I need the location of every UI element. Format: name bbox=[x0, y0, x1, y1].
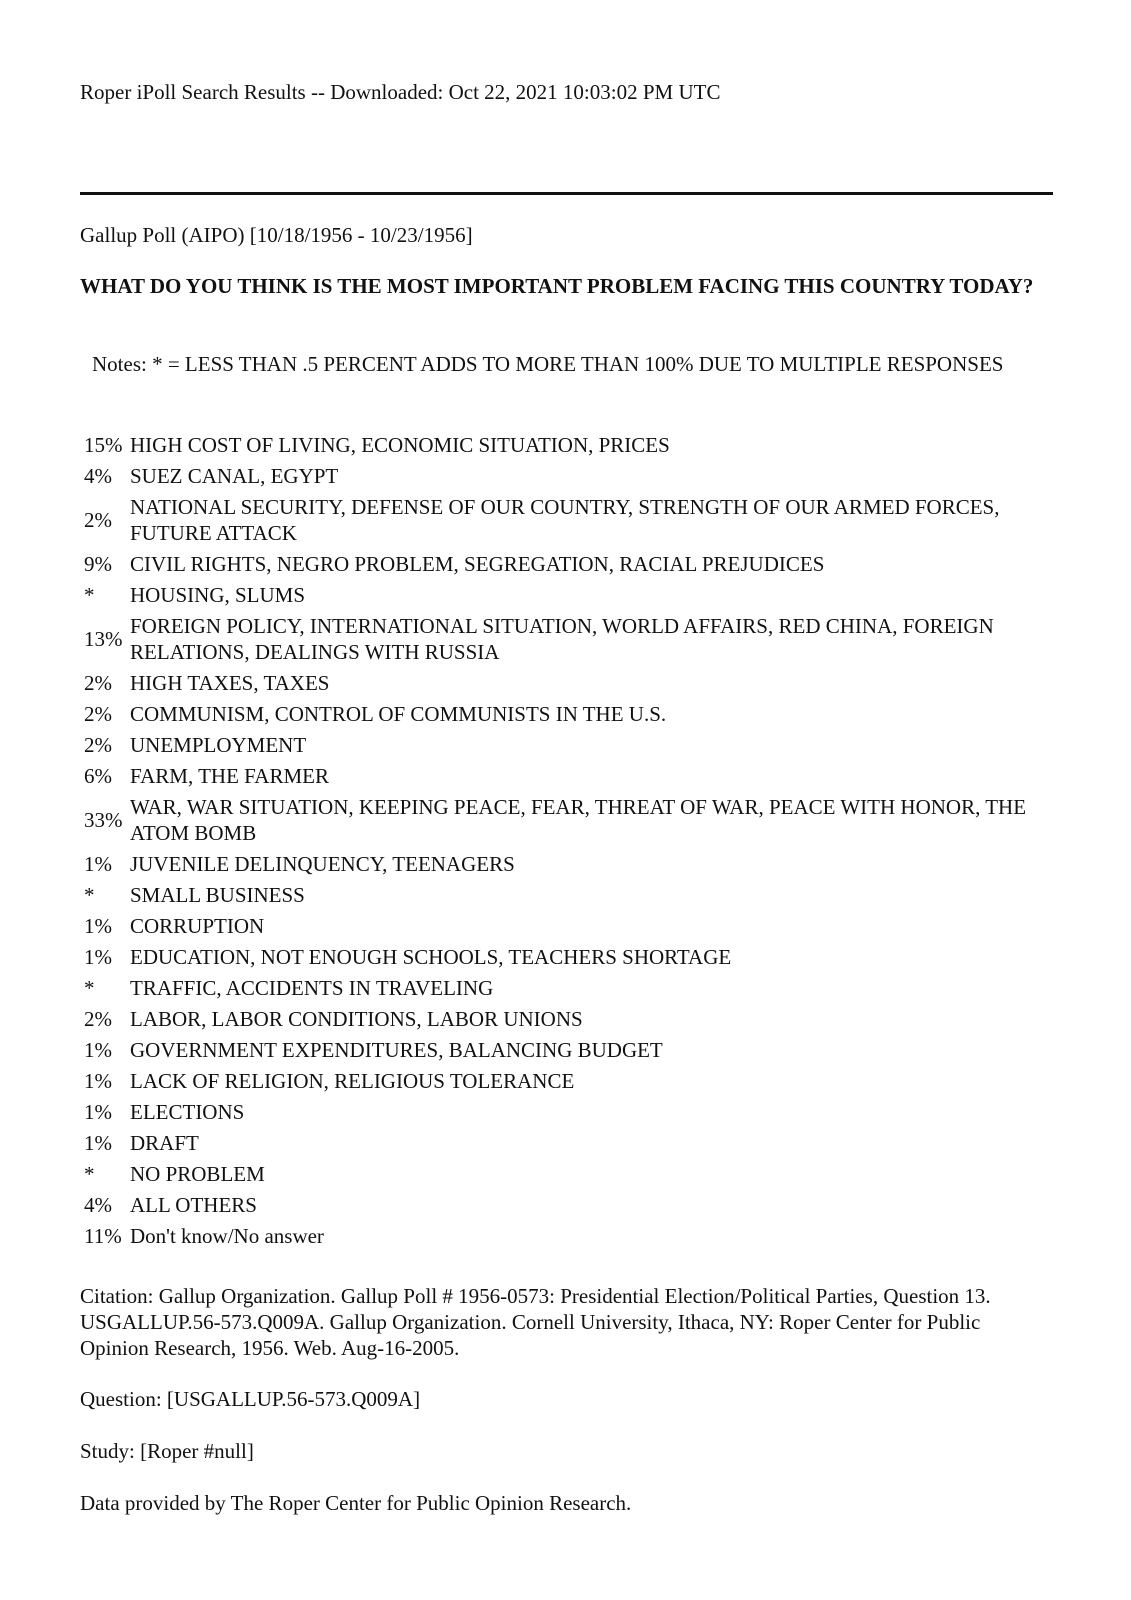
response-row bbox=[80, 879, 1060, 910]
response-label: LACK OF RELIGION, RELIGIOUS TOLERANCE bbox=[130, 1068, 575, 1093]
response-label: CIVIL RIGHTS, NEGRO PROBLEM, SEGREGATION, RACIAL PREJUDICES bbox=[130, 551, 825, 576]
response-percent: 1% bbox=[84, 1068, 112, 1093]
response-percent: * bbox=[84, 582, 95, 607]
response-row bbox=[80, 429, 1060, 460]
provided-by: Data provided by The Roper Center for Public Opinion Research. bbox=[80, 1491, 632, 1515]
response-row bbox=[80, 760, 1060, 791]
response-label: WAR, WAR SITUATION, KEEPING PEACE, FEAR, THREAT OF WAR, PEACE WITH HONOR, THE ATOM BOMB bbox=[130, 794, 1027, 845]
response-percent: 9% bbox=[84, 551, 112, 576]
response-percent: 4% bbox=[84, 463, 112, 488]
response-percent: 15% bbox=[84, 432, 123, 457]
response-label: FARM, THE FARMER bbox=[130, 763, 329, 788]
response-row bbox=[80, 1189, 1060, 1220]
response-percent: 1% bbox=[84, 944, 112, 969]
response-label: LABOR, LABOR CONDITIONS, LABOR UNIONS bbox=[130, 1006, 583, 1031]
response-label: NO PROBLEM bbox=[130, 1161, 265, 1186]
response-label: SUEZ CANAL, EGYPT bbox=[130, 463, 339, 488]
response-label: HIGH TAXES, TAXES bbox=[130, 670, 330, 695]
response-label: UNEMPLOYMENT bbox=[130, 732, 307, 757]
response-label: COMMUNISM, CONTROL OF COMMUNISTS IN THE U.S. bbox=[130, 701, 667, 726]
question-text: WHAT DO YOU THINK IS THE MOST IMPORTANT PROBLEM FACING THIS COUNTRY TODAY? bbox=[80, 274, 1034, 298]
response-percent: 2% bbox=[84, 670, 112, 695]
response-label: HOUSING, SLUMS bbox=[130, 582, 306, 607]
response-label: GOVERNMENT EXPENDITURES, BALANCING BUDGET bbox=[130, 1037, 663, 1062]
response-label: CORRUPTION bbox=[130, 913, 265, 938]
response-label: NATIONAL SECURITY, DEFENSE OF OUR COUNTRY, STRENGTH OF OUR ARMED FORCES, FUTURE ATTACK bbox=[130, 494, 1000, 545]
response-percent: 2% bbox=[84, 701, 112, 726]
question-id: Question: [USGALLUP.56-573.Q009A] bbox=[80, 1387, 421, 1411]
poll-name: Gallup Poll (AIPO) [10/18/1956 - 10/23/1956] bbox=[80, 223, 473, 247]
response-label: TRAFFIC, ACCIDENTS IN TRAVELING bbox=[130, 975, 494, 1000]
response-row bbox=[80, 579, 1060, 610]
response-row bbox=[80, 941, 1060, 972]
response-row bbox=[80, 460, 1060, 491]
response-row bbox=[80, 667, 1060, 698]
response-row bbox=[80, 1220, 1060, 1251]
citation-text: Citation: Gallup Organization. Gallup Poll # 1956-0573: Presidential Election/Political Parties, Question 13. USGALLUP.56-573.Q009A. Gallup Organization. Cornell University, Ithaca, NY: Roper Center for Public Opinion Research, 1956. Web. Aug-16-2005. bbox=[80, 1284, 991, 1360]
response-percent: 2% bbox=[84, 1006, 112, 1031]
study-id: Study: [Roper #null] bbox=[80, 1439, 254, 1463]
response-row bbox=[80, 910, 1060, 941]
response-percent: 2% bbox=[84, 732, 112, 757]
response-row bbox=[80, 972, 1060, 1003]
response-row bbox=[80, 1158, 1060, 1189]
response-row bbox=[80, 1065, 1060, 1096]
response-label: Don't know/No answer bbox=[130, 1223, 324, 1248]
response-label: JUVENILE DELINQUENCY, TEENAGERS bbox=[130, 851, 515, 876]
response-percent: 1% bbox=[84, 1099, 112, 1124]
response-row bbox=[80, 698, 1060, 729]
response-percent: 1% bbox=[84, 913, 112, 938]
response-percent: 6% bbox=[84, 763, 112, 788]
response-row bbox=[80, 610, 1060, 667]
response-percent: 1% bbox=[84, 1130, 112, 1155]
response-percent: 2% bbox=[84, 507, 112, 532]
header-divider bbox=[80, 192, 1053, 195]
response-row bbox=[80, 729, 1060, 760]
response-percent: * bbox=[84, 1161, 95, 1186]
response-row bbox=[80, 848, 1060, 879]
response-row bbox=[80, 1096, 1060, 1127]
response-label: DRAFT bbox=[130, 1130, 199, 1155]
response-label: ALL OTHERS bbox=[130, 1192, 257, 1217]
response-row bbox=[80, 791, 1060, 848]
response-row bbox=[80, 1003, 1060, 1034]
response-row bbox=[80, 548, 1060, 579]
response-label: EDUCATION, NOT ENOUGH SCHOOLS, TEACHERS SHORTAGE bbox=[130, 944, 732, 969]
response-row bbox=[80, 491, 1060, 548]
response-percent: 13% bbox=[84, 626, 123, 651]
download-header: Roper iPoll Search Results -- Downloaded: Oct 22, 2021 10:03:02 PM UTC bbox=[80, 80, 721, 104]
response-list bbox=[80, 429, 1060, 1251]
response-percent: * bbox=[84, 882, 95, 907]
response-label: SMALL BUSINESS bbox=[130, 882, 305, 907]
response-percent: 1% bbox=[84, 1037, 112, 1062]
response-percent: 4% bbox=[84, 1192, 112, 1217]
response-row bbox=[80, 1127, 1060, 1158]
response-percent: 33% bbox=[84, 807, 123, 832]
response-percent: 1% bbox=[84, 851, 112, 876]
response-label: ELECTIONS bbox=[130, 1099, 245, 1124]
response-label: HIGH COST OF LIVING, ECONOMIC SITUATION, PRICES bbox=[130, 432, 670, 457]
notes-text: Notes: * = LESS THAN .5 PERCENT ADDS TO MORE THAN 100% DUE TO MULTIPLE RESPONSES bbox=[92, 352, 1004, 376]
response-percent: 11% bbox=[84, 1223, 122, 1248]
response-label: FOREIGN POLICY, INTERNATIONAL SITUATION, WORLD AFFAIRS, RED CHINA, FOREIGN RELATIONS, DEALINGS WITH RUSSIA bbox=[130, 613, 994, 664]
response-row bbox=[80, 1034, 1060, 1065]
response-percent: * bbox=[84, 975, 95, 1000]
